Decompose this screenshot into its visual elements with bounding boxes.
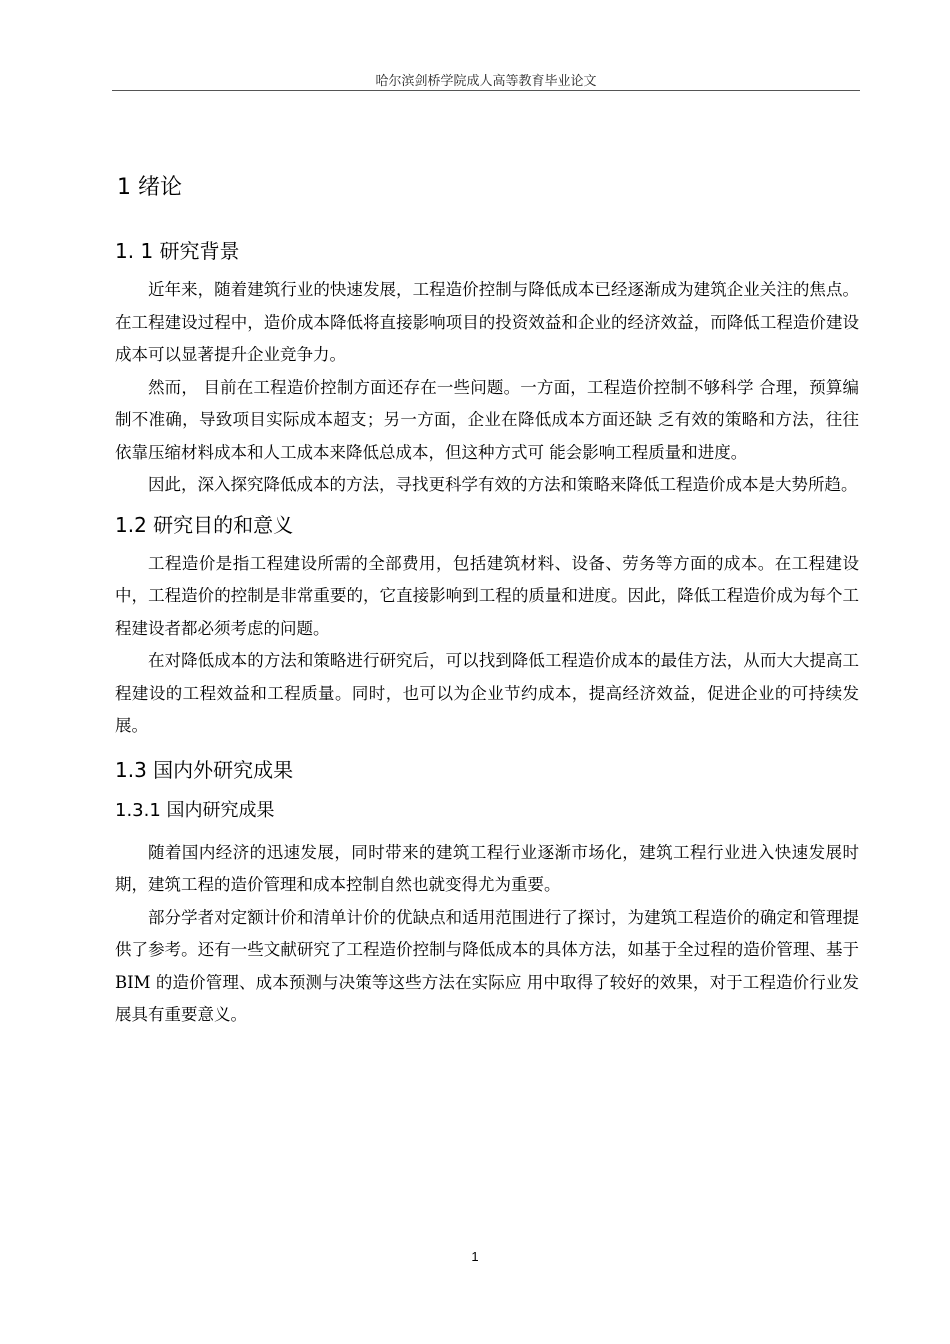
section-heading-research: 1.3 国内外研究成果 <box>115 757 294 782</box>
paragraph: 在对降低成本的方法和策略进行研究后，可以找到降低工程造价成本的最佳方法，从而大大提高工程建设的工程效益和工程质量。同时，也可以为企业节约成本，提高经济效益，促进企业的可持续发展。 <box>115 651 859 735</box>
header-rule <box>112 90 860 91</box>
section-heading-purpose: 1.2 研究目的和意义 <box>115 512 294 537</box>
paragraph: 部分学者对定额计价和清单计价的优缺点和适用范围进行了探讨，为建筑工程造价的确定和管理提供了参考。还有一些文献研究了工程造价控制与降低成本的具体方法，如基于全过程的造价管理、基于 BIM 的造价管理、成本预测与决策等这些方法在实际应 用中取得了较好的效果，对于工程造价行业发展具有重要意义。 <box>115 907 859 1024</box>
chapter-title: 1 绪论 <box>117 175 182 200</box>
section-body-purpose <box>115 548 859 743</box>
section-heading-background: 1. 1 研究背景 <box>115 239 240 263</box>
page-header: 哈尔滨剑桥学院成人高等教育毕业论文 <box>375 74 597 89</box>
document-body <box>115 170 859 1032</box>
section-body-domestic <box>115 837 859 1032</box>
paragraph: 随着国内经济的迅速发展，同时带来的建筑工程行业逐渐市场化，建筑工程行业进入快速发展时期，建筑工程的造价管理和成本控制自然也就变得尤为重要。 <box>115 842 859 894</box>
paragraph: 近年来，随着建筑行业的快速发展，工程造价控制与降低成本已经逐渐成为建筑企业关注的焦点。在工程建设过程中，造价成本降低将直接影响项目的投资效益和企业的经济效益，而降低工程造价建设成本可以显著提升企业竞争力。 <box>115 280 859 364</box>
section-body-background <box>115 274 859 502</box>
subsection-heading-domestic: 1.3.1 国内研究成果 <box>115 799 275 821</box>
page-number: 1 <box>471 1249 479 1264</box>
paragraph: 工程造价是指工程建设所需的全部费用，包括建筑材料、设备、劳务等方面的成本。在工程建设中，工程造价的控制是非常重要的，它直接影响到工程的质量和进度。因此，降低工程造价成为每个工程建设者都必须考虑的问题。 <box>115 553 859 638</box>
paragraph: 然而， 目前在工程造价控制方面还存在一些问题。一方面，工程造价控制不够科学 合理，预算编制不准确，导致项目实际成本超支；另一方面，企业在降低成本方面还缺 乏有效的策略和方法，往往依靠压缩材料成本和人工成本来降低总成本，但这种方式可 能会影响工程质量和进度。 <box>115 377 859 462</box>
paragraph: 因此，深入探究降低成本的方法，寻找更科学有效的方法和策略来降低工程造价成本是大势所趋。 <box>148 475 858 494</box>
